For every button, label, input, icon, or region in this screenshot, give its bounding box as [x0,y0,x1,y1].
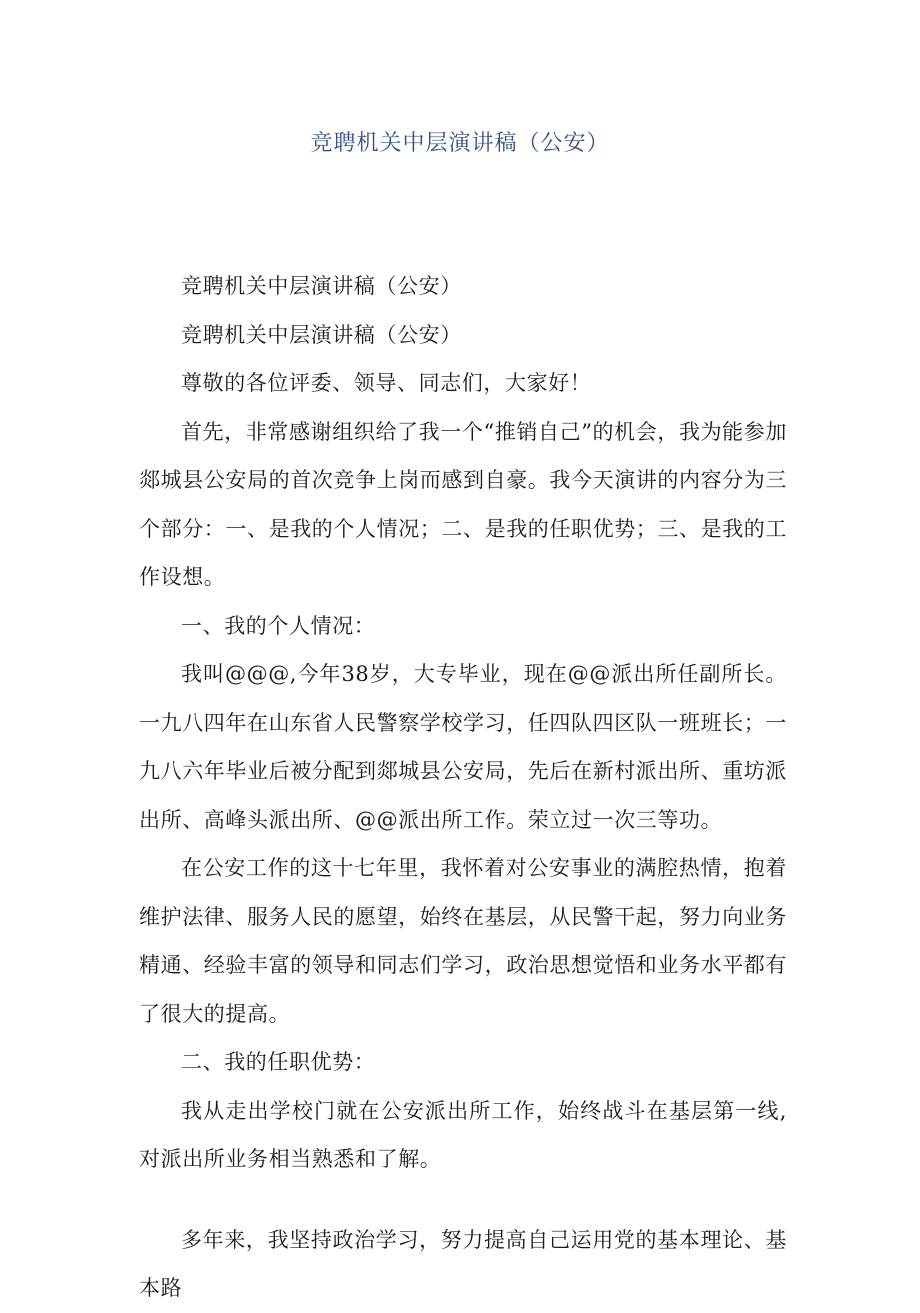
paragraph-work-experience: 在公安工作的这十七年里，我怀着对公安事业的满腔热情，抱着维护法律、服务人民的愿望，始终在基层，从民警干起，努力向业务精通、经验丰富的领导和同志们学习，政治思想觉悟和业务水平都有了很大的提高。 [139,856,787,1026]
paragraph-subtitle-1: 竞聘机关中层演讲稿（公安） [181,274,462,298]
document-title: 竞聘机关中层演讲稿（公安） [310,131,610,156]
paragraph-introduction: 首先，非常感谢组织给了我一个“推销自己”的机会，我为能参加郯城县公安局的首次竞争上岗而感到自豪。我今天演讲的内容分为三个部分：一、是我的个人情况；二、是我的任职优势；三、是我的工作设想。 [139,419,787,589]
section-heading-personal: 一、我的个人情况： [181,613,376,638]
paragraph-advantage-2: 多年来，我坚持政治学习，努力提高自己运用党的基本理论、基本路 [139,1227,787,1300]
paragraph-advantage-1: 我从走出学校门就在公安派出所工作，始终战斗在基层第一线,对派出所业务相当熟悉和了解。 [139,1098,787,1171]
document-body [139,262,787,1313]
paragraph-subtitle-2: 竞聘机关中层演讲稿（公安） [181,322,462,347]
section-heading-advantages: 二、我的任职优势： [181,1050,376,1074]
paragraph-personal-info: 我叫@@@,今年38岁，大专毕业，现在@@派出所任副所长。一九八四年在山东省人民警察学校学习，任四队四区队一班班长；一九八六年毕业后被分配到郯城县公安局，先后在新村派出所、重坊派出所、高峰头派出所、@@派出所工作。荣立过一次三等功。 [139,662,787,832]
paragraph-greeting: 尊敬的各位评委、领导、同志们，大家好！ [181,371,592,395]
